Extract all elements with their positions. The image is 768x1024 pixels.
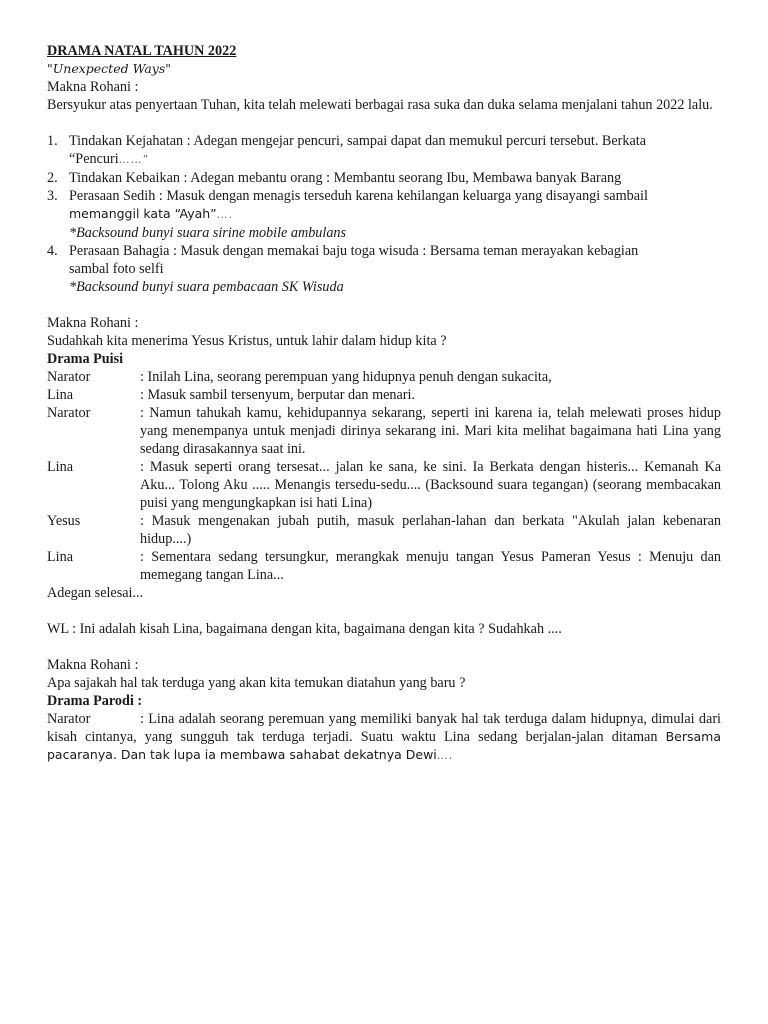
- scene-list: [47, 132, 721, 296]
- dialogue-row: Narator : Inilah Lina, seorang perempuan yang hidupnya penuh dengan sukacita,: [47, 369, 552, 385]
- section-text: Bersyukur atas penyertaan Tuhan, kita telah melewati berbagai rasa suka dan duka selama menjalani tahun 2022 lalu.: [47, 97, 713, 113]
- list-item: 4. Perasaan Bahagia : Masuk dengan memakai baju toga wisuda : Bersama teman merayakan kebagian sambal foto selfi *Backsound bunyi suara pembacaan SK Wisuda: [47, 242, 721, 296]
- parodi-paragraph: Narator : Lina adalah seorang peremuan yang memiliki banyak hal tak terduga dalam hidupnya, dimulai dari kisah cintanya, yang sungguh tak terduga terjadi. Suatu waktu Lina sedang berjalan-jalan ditaman Bersama pacaranya. Dan tak lupa ia membawa sahabat dekatnya Dewi….: [47, 711, 721, 762]
- section-heading: Makna Rohani :: [47, 79, 139, 95]
- dialogue-row: Narator : Namun tahukah kamu, kehidupannya sekarang, seperti ini karena ia, telah melewati proses hidup yang menempanya untuk menjadi dirinya sekarang ini. Mari kita melihat bagaimana hati Lina yang sedang dirasakannya saat ini.: [47, 405, 721, 457]
- section-text: Apa sajakah hal tak terduga yang akan kita temukan diatahun yang baru ?: [47, 675, 466, 691]
- backsound-note: *Backsound bunyi suara sirine mobile ambulans: [69, 225, 347, 241]
- scene-end: Adegan selesai...: [47, 585, 144, 601]
- drama-puisi-title: Drama Puisi: [47, 351, 124, 367]
- drama-parodi-title: Drama Parodi :: [47, 693, 143, 709]
- wl-line: WL : Ini adalah kisah Lina, bagaimana dengan kita, bagaimana dengan kita ? Sudahkah ....: [47, 621, 562, 637]
- section-heading: Makna Rohani :: [47, 315, 139, 331]
- list-item: 2. Tindakan Kebaikan : Adegan mebantu orang : Membantu seorang Ibu, Membawa banyak Barang: [47, 170, 622, 186]
- section-heading: Makna Rohani :: [47, 657, 139, 673]
- dialogue-row: Lina : Sementara sedang tersungkur, merangkak menuju tangan Yesus Pameran Yesus : Menuju dan memegang tangan Lina...: [47, 549, 721, 583]
- list-item: 1. Tindakan Kejahatan : Adegan mengejar pencuri, sampai dapat dan memukul percuri tersebut. Berkata “Pencuri……”: [47, 133, 647, 167]
- dialogue-row: Yesus : Masuk mengenakan jubah putih, masuk perlahan-lahan dan berkata "Akulah jalan kebenaran hidup....): [47, 513, 721, 547]
- backsound-note: *Backsound bunyi suara pembacaan SK Wisuda: [69, 279, 344, 295]
- dialogue-row: Lina : Masuk sambil tersenyum, berputar dan menari.: [47, 387, 416, 403]
- document-page: [47, 42, 721, 765]
- dialogue-row: Lina : Masuk seperti orang tersesat... jalan ke sana, ke sini. Ia Berkata dengan histeris... Kemanah Ka Aku... Tolong Aku ..... Menangis tersedu-sedu.... (Backsound suara tegangan) (seorang membacakan puisi yang mengungkapkan isi hati Lina): [47, 459, 721, 511]
- document-title: DRAMA NATAL TAHUN 2022: [47, 43, 237, 59]
- list-item: 3. Perasaan Sedih : Masuk dengan menagis terseduh karena kehilangan keluarga yang disayangi sambail memanggil kata “Ayah”…. *Backsound bunyi suara sirine mobile ambulans: [47, 187, 721, 242]
- section-text: Sudahkah kita menerima Yesus Kristus, untuk lahir dalam hidup kita ?: [47, 333, 447, 349]
- document-subtitle: "Unexpected Ways": [47, 61, 172, 76]
- dialogue: [47, 368, 721, 584]
